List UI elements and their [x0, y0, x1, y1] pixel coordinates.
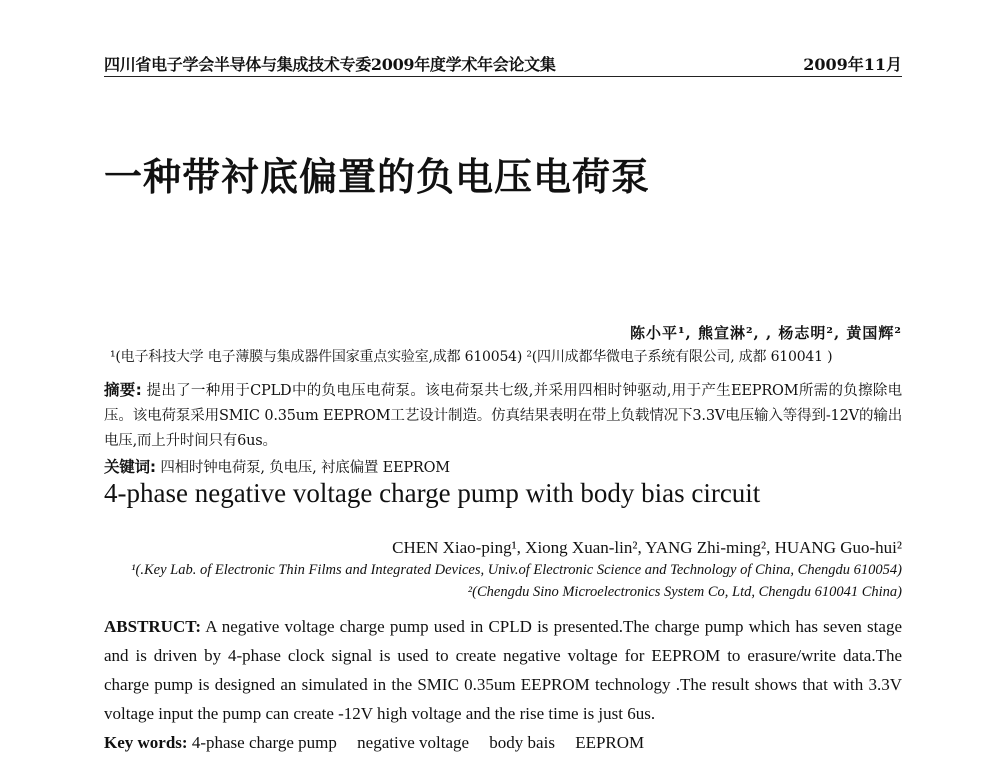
english-authors: CHEN Xiao-ping¹, Xiong Xuan-lin², YANG Zhi-ming², HUANG Guo-hui²	[392, 538, 902, 557]
journal-name: 四川省电子学会半导体与集成技术专委2009年度学术年会论文集	[104, 55, 556, 74]
english-abstract-text: A negative voltage charge pump used in CPLD is presented.The charge pump which has seven stage and is driven by 4-phase clock signal is used to create negative voltage for EEPROM to erasure/write data.The charge pump is designed an simulated in the SMIC 0.35um EEPROM technology .The result shows that with 3.3V voltage input the pump can create -12V high voltage and the rise time is just 6us.	[104, 617, 902, 723]
english-affiliation-2: ²(Chengdu Sino Microelectronics System Co, Ltd, Chengdu 610041 China)	[467, 584, 902, 600]
chinese-abstract	[104, 378, 902, 454]
chinese-affiliation: ¹(电子科技大学 电子薄膜与集成器件国家重点实验室,成都 610054) ²(四川成都华微电子系统有限公司, 成都 610041 )	[110, 349, 833, 365]
keyword: negative voltage	[357, 733, 470, 752]
chinese-keywords-text: 四相时钟电荷泵, 负电压, 衬底偏置 EEPROM	[160, 460, 450, 476]
publication-date: 2009年11月	[803, 55, 902, 74]
keyword: 4-phase charge pump	[191, 733, 337, 752]
chinese-title: 一种带衬底偏置的负电压电荷泵	[104, 155, 651, 199]
running-header	[104, 52, 902, 77]
chinese-keywords	[104, 455, 902, 477]
chinese-abstract-text: 提出了一种用于CPLD中的负电压电荷泵。该电荷泵共七级,并采用四相时钟驱动,用于产生EEPROM所需的负擦除电压。该电荷泵采用SMIC 0.35um EEPROM工艺设计制造。仿真结果表明在带上负载情况下3.3V电压输入等得到-12V的输出电压,而上升时间只有6us。	[104, 383, 902, 449]
english-abstract	[104, 612, 902, 728]
keyword: EEPROM	[575, 733, 645, 752]
english-keywords	[104, 733, 902, 753]
english-title: 4-phase negative voltage charge pump with body bias circuit	[104, 478, 761, 508]
keyword: body bais	[489, 733, 555, 752]
english-abstract-label: ABSTRUCT:	[104, 617, 201, 636]
english-keywords-label: Key words:	[104, 733, 188, 752]
english-affiliation-1: ¹(.Key Lab. of Electronic Thin Films and Integrated Devices, Univ.of Electronic Science and Technology of China, Chengdu 610054)	[131, 562, 902, 578]
chinese-keywords-label: 关键词:	[104, 458, 156, 476]
chinese-abstract-label: 摘要:	[104, 381, 142, 399]
chinese-authors: 陈小平¹, 熊宣淋², , 杨志明², 黄国辉²	[629, 324, 902, 342]
